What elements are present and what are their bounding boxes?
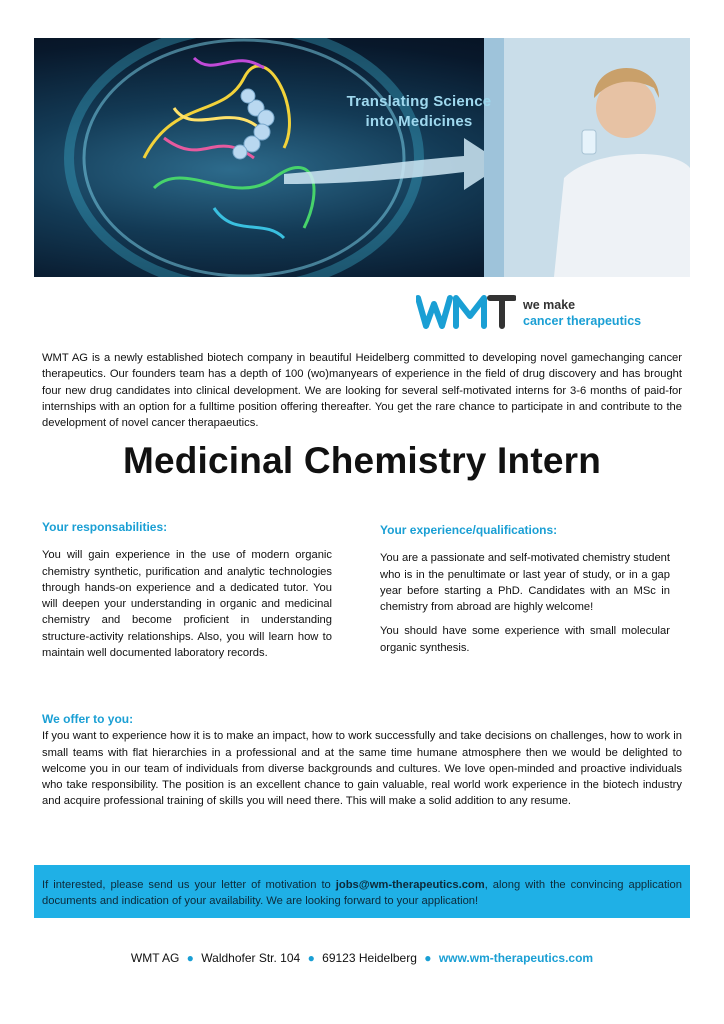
banner-illustration — [34, 38, 690, 277]
intro-paragraph: WMT AG is a newly established biotech company in beautiful Heidelberg committed to developing novel gamechanging cancer therapeutics. Our founders team has a depth of 100 (wo)manyears of experience in the field of drug discovery and has brought four new drug candidates into clinical development. We are looking for several self-motivated interns for 3-6 months of paid-for internships with an option for a fulltime position offering thereafter. You get the rare chance to participate in and contribute to the development of novel cancer therapaeutics. — [42, 352, 682, 430]
contact-email-link[interactable]: jobs@wm-therapeutics.com — [335, 879, 485, 891]
job-title: Medicinal Chemistry Intern — [122, 440, 602, 481]
contact-text — [42, 877, 682, 910]
bullet-icon: ● — [424, 951, 432, 965]
contact-box — [34, 865, 690, 918]
contact-text-before: If interested, please send us your letter of motivation to — [42, 879, 336, 891]
arrow-icon — [284, 138, 504, 190]
bullet-icon: ● — [307, 951, 315, 965]
banner-tagline-line2: into Medicines — [365, 113, 473, 130]
footer-city: 69123 Heidelberg — [322, 951, 417, 965]
responsibilities-text: You will gain experience in the use of modern organic chemistry synthetic, purification and analytic technologies through hands-on experience and a dedicated tutor. You will deepen your understanding in organic and medicinal chemistry and become proficient in understanding structure-activity relationships. Also, you will learn how to maintain well documented laboratory records. — [42, 549, 332, 660]
banner-tagline-line1: Translating Science — [346, 93, 492, 110]
footer-street: Waldhofer Str. 104 — [201, 951, 301, 965]
wmt-logo-icon — [416, 292, 516, 332]
bullet-icon: ● — [186, 951, 194, 965]
responsibilities-heading: Your responsabilities: — [42, 520, 168, 534]
footer-company: WMT AG — [130, 951, 180, 965]
banner-tagline — [334, 92, 504, 132]
offer-section — [42, 711, 682, 810]
qualifications-section — [380, 522, 670, 664]
logo-tagline-line2: cancer therapeutics — [523, 314, 642, 328]
qualifications-heading: Your experience/qualifications: — [380, 523, 558, 537]
header-banner-image — [34, 38, 690, 277]
protein-structure-icon — [144, 58, 314, 238]
offer-heading: We offer to you: — [42, 712, 134, 726]
qualifications-paragraph-1: You are a passionate and self-motivated chemistry student who is in the penultimate or last year of study, or in a gap year before starting a PhD. Candidates with an MSc in chemistry from abroad are highly welcome! — [380, 552, 671, 614]
responsibilities-section — [42, 519, 332, 669]
offer-text: If you want to experience how it is to make an impact, how to work successfully and take decisions on challenges, how to work in small teams with flat hierarchies in a professional and at the same time humane atmosphere then we would be delighted to welcome you in our team of individuals from diverse backgrounds and cultures. We love open-minded and proactive individuals who take responsibility. The position is an excellent chance to gain valuable, real world work experience in the biotech industry and acquire professional training of skills you will need there. This will make a solid addition to any resume. — [42, 730, 682, 808]
footer — [0, 951, 724, 965]
footer-website-link[interactable]: www.wm-therapeutics.com — [438, 951, 594, 965]
company-logo — [416, 292, 676, 332]
logo-tagline-line1: we make — [523, 298, 576, 312]
qualifications-paragraph-2: You should have some experience with small molecular organic synthesis. — [380, 625, 670, 654]
contact-text-after: , along with the convincing application documents and indication of your availability. We are looking forward to your application! — [42, 879, 682, 908]
